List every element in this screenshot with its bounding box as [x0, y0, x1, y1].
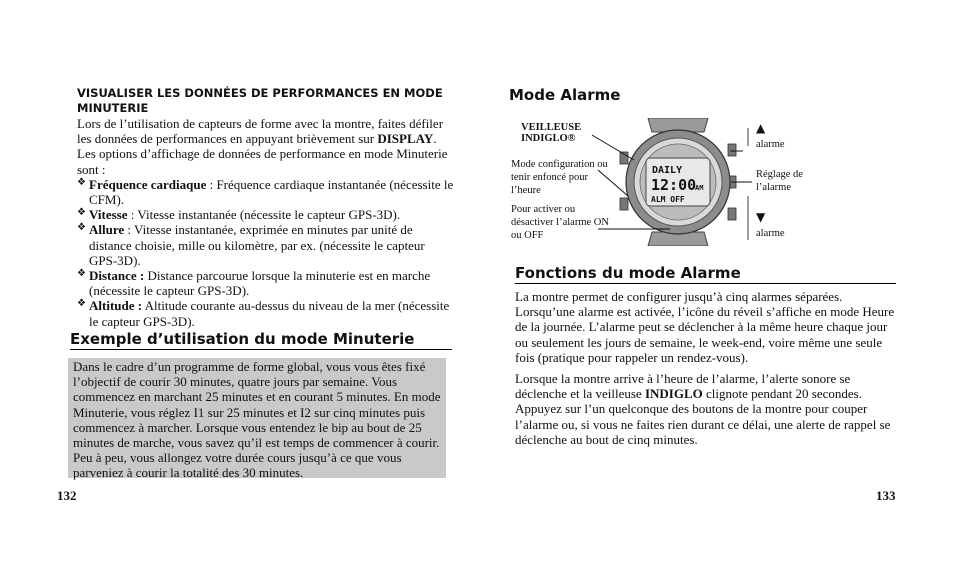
- callout-alarm-up: alarme: [756, 139, 785, 150]
- page-number-right: 133: [876, 488, 896, 503]
- bullet-diamond-icon: ❖: [77, 207, 86, 219]
- bullet-text: : Vitesse instantanée, exprimée en minutes par unité de distance choisie, mille ou kilomètre, par ex. (nécessite le capteur GPS-3D).: [89, 222, 425, 268]
- para2-text: Lorsque la montre arrive à l’heure de l’alarme, l’alerte sonore se déclenche et la veilleuse: [515, 371, 851, 402]
- callout-alarm-toggle: Pour activer ou désactiver l’alarme ON ou OFF: [511, 204, 609, 241]
- leader-line-indiglo: [592, 135, 634, 160]
- intro-text: Lors de l’utilisation de capteurs de forme avec la montre, faites défiler les données de performances en appuyant brièvement sur: [77, 116, 444, 147]
- example-section-title: Exemple d’utilisation du mode Minuterie: [70, 330, 452, 350]
- watch-lcd-ampm: AM: [695, 184, 704, 192]
- fonctions-paragraph-1: La montre permet de configurer jusqu’à cinq alarmes séparées. Lorsqu’une alarme est activée, l’icône du réveil s’affiche en mode Heure de la journée. L’alarme peut se déclencher à la même heure chaque jour ou seulement les jours de semaine, le week-end, voire même une seule fois (pratique pour rappeler un rendez-vous).: [515, 289, 895, 365]
- arrow-down-icon: ▼: [756, 210, 766, 224]
- bullet-text: : Vitesse instantanée (nécessite le capteur GPS-3D).: [127, 207, 401, 223]
- bullet-diamond-icon: ❖: [77, 176, 86, 188]
- indiglo-term: INDIGLO: [644, 386, 703, 402]
- display-button-term: DISPLAY: [377, 131, 434, 147]
- bullet-text: Distance parcourue lorsque la minuterie est en marche (nécessite le capteur GPS-3D).: [89, 268, 431, 299]
- fonctions-paragraph-2: [515, 371, 895, 447]
- para2-text-end: clignote pendant 20 secondes. Appuyez sur l’un quelconque des boutons de la montre pour couper l’alarme ou, si vous ne faites rien durant ce délai, une alerte de rappel se déclenche au bout de cinq minutes.: [515, 386, 891, 447]
- section-heading-performance-data: VISUALISER LES DONNÉES DE PERFORMANCES EN MODE MINUTERIE: [77, 86, 443, 115]
- leader-line-mode: [598, 170, 628, 196]
- page-number-left: 132: [57, 488, 77, 503]
- bullet-term: Altitude :: [89, 298, 143, 314]
- arrow-up-icon: ▲: [756, 121, 766, 135]
- bullet-diamond-icon: ❖: [77, 222, 86, 234]
- page-title-mode-alarme: Mode Alarme: [509, 86, 621, 104]
- callout-indiglo-line1: VEILLEUSE: [521, 122, 582, 133]
- fonctions-section-title: Fonctions du mode Alarme: [515, 264, 896, 284]
- bullet-term: Distance :: [89, 268, 145, 284]
- watch-lcd-line1: DAILY: [652, 165, 683, 176]
- bullet-diamond-icon: ❖: [77, 268, 86, 280]
- callout-alarm-down: alarme: [756, 228, 785, 239]
- bullet-term: Fréquence cardiaque: [89, 176, 207, 192]
- intro-text-end: . Les options d’affichage de données de performance en mode Minuterie sont :: [77, 131, 448, 177]
- bullet-diamond-icon: ❖: [77, 298, 86, 310]
- callout-indiglo-line2: INDIGLO®: [521, 133, 576, 144]
- bullet-term: Vitesse: [89, 207, 128, 223]
- example-box: Dans le cadre d’un programme de forme global, vous vous êtes fixé l’objectif de courir 30 minutes, quatre jours par semaine. Vous commencez en marchant 25 minutes et en courant 5 minutes. En mode Minuterie, vous réglez I1 sur 25 minutes et I2 sur cinq minutes puis commencez à marcher. Lorsque vous entendez le bip au bout de 25 minutes de marche, vous savez qu’il est temps de commencer à courir. Peu à peu, vous allongez votre durée cours jusqu’à ce que vous parveniez à courir la totalité des 30 minutes.: [68, 358, 446, 478]
- bullet-text: Altitude courante au-dessus du niveau de la mer (nécessite le capteur GPS-3D).: [89, 298, 450, 329]
- bullet-text: : Fréquence cardiaque instantanée (nécessite le CFM).: [89, 176, 454, 208]
- fonctions-body: [515, 289, 895, 453]
- watch-lcd-time: 12:00: [651, 176, 697, 194]
- bullet-term: Allure: [89, 222, 125, 238]
- watch-lcd-line3: ALM OFF: [651, 195, 685, 204]
- callout-alarm-settings: Réglage de l’alarme: [756, 169, 803, 193]
- callout-mode-config: Mode configuration ou tenir enfoncé pour l’heure: [511, 159, 608, 196]
